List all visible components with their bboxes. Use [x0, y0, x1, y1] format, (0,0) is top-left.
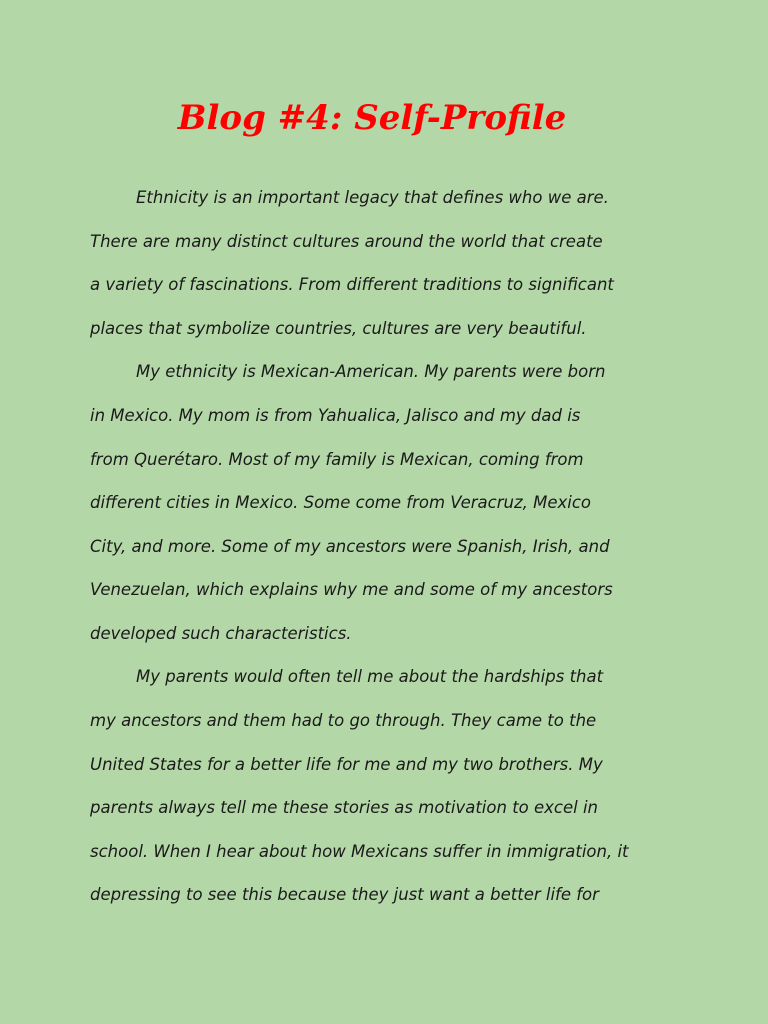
text-line: Ethnicity is an important legacy that defines who we are.	[136, 188, 609, 207]
text-line: depressing to see this because they just want a better life for	[90, 885, 599, 904]
text-line: Venezuelan, which explains why me and some of my ancestors	[90, 580, 613, 599]
text-line: There are many distinct cultures around the world that create	[90, 232, 603, 251]
text-line: my ancestors and them had to go through. They came to the	[90, 711, 597, 730]
text-line: places that symbolize countries, cultures are very beautiful.	[90, 319, 587, 338]
text-line: developed such characteristics.	[90, 624, 352, 643]
text-line: in Mexico. My mom is from Yahualica, Jalisco and my dad is	[90, 406, 581, 425]
text-line: a variety of fascinations. From different traditions to significant	[90, 275, 614, 294]
text-line: City, and more. Some of my ancestors were Spanish, Irish, and	[90, 537, 610, 556]
text-line: My parents would often tell me about the hardships that	[136, 667, 604, 686]
text-line: United States for a better life for me and my two brothers. My	[90, 755, 603, 774]
text-line: parents always tell me these stories as motivation to excel in	[90, 798, 599, 817]
text-line: different cities in Mexico. Some come from Veracruz, Mexico	[90, 493, 592, 512]
text-line: My ethnicity is Mexican-American. My parents were born	[136, 362, 606, 381]
text-line: from Querétaro. Most of my family is Mexican, coming from	[90, 450, 584, 469]
text-line: school. When I hear about how Mexicans suffer in immigration, it	[90, 842, 629, 861]
page-title: Blog #4: Self-Profile	[177, 98, 567, 138]
